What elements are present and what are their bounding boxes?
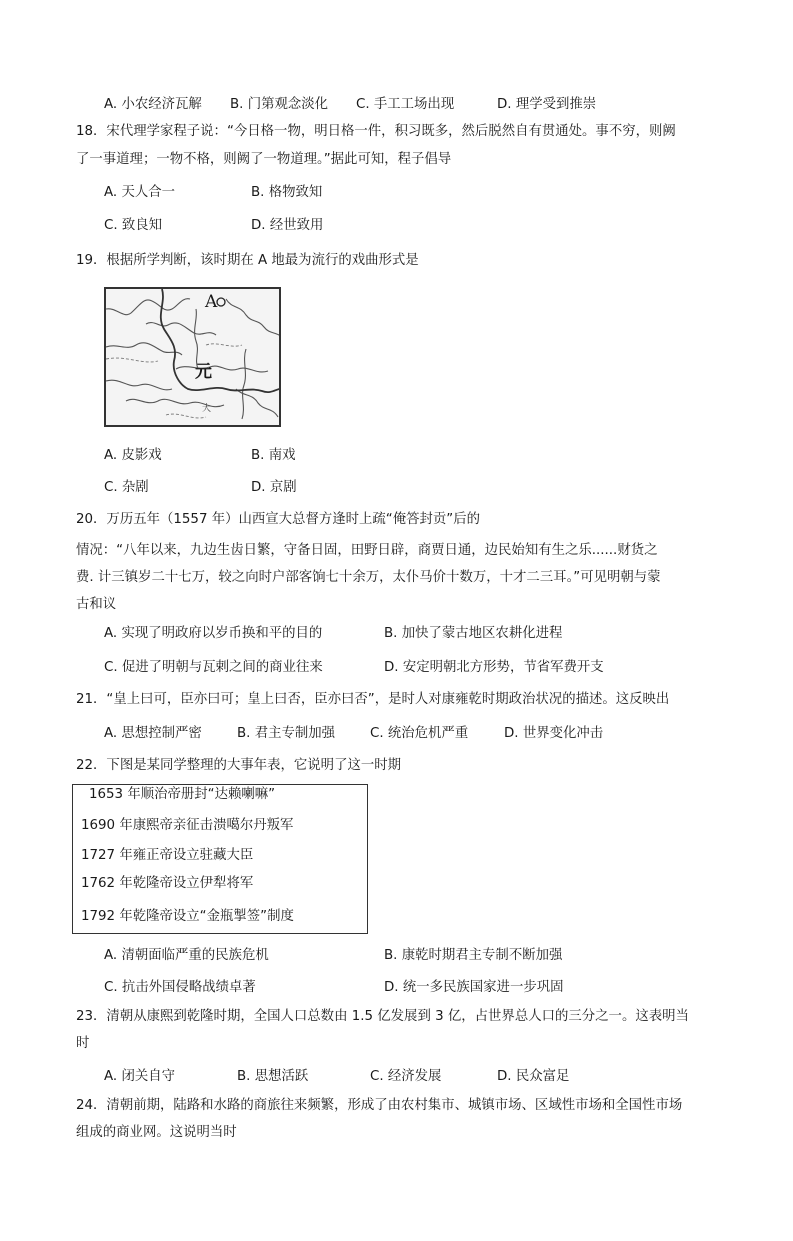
q18-stem-line2: 了一事道理；一物不格，则阙了一物道理。”据此可知，程子倡导 (76, 152, 452, 167)
q21-stem: 21．“皇上曰可，臣亦曰可；皇上曰否，臣亦曰否”，是时人对康雍乾时期政治状况的描述。这反映出 (76, 692, 670, 707)
q18-option-b[interactable]: B. 格物致知 (251, 185, 323, 200)
map-outline-drawing (106, 289, 281, 427)
q23-option-b[interactable]: B. 思想活跃 (237, 1069, 309, 1084)
q17-option-a[interactable]: A. 小农经济瓦解 (104, 97, 202, 112)
q23-option-a[interactable]: A. 闭关自守 (104, 1069, 175, 1084)
q22-stem: 22．下图是某同学整理的大事年表，它说明了这一时期 (76, 758, 402, 773)
q19-option-d[interactable]: D. 京剧 (251, 480, 297, 495)
q24-stem-line1: 24．清朝前期，陆路和水路的商旅往来频繁，形成了由农村集市、城镇市场、区域性市场和全国性市场 (76, 1098, 683, 1113)
q22-option-b[interactable]: B. 康乾时期君主专制不断加强 (384, 948, 563, 963)
timeline-item: 1762 年乾隆帝设立伊犁将军 (81, 876, 254, 891)
timeline-item: 1653 年顺治帝册封“达赖喇嘛” (89, 787, 276, 802)
q18-stem-line1: 18．宋代理学家程子说：“今日格一物，明日格一件，积习既多，然后脱然自有贯通处。事不穷，则阙 (76, 124, 676, 139)
q20-option-b[interactable]: B. 加快了蒙古地区农耕化进程 (384, 626, 563, 641)
q23-option-d[interactable]: D. 民众富足 (497, 1069, 570, 1084)
q21-option-b[interactable]: B. 君主专制加强 (237, 726, 336, 741)
timeline-item: 1690 年康熙帝亲征击溃噶尔丹叛军 (81, 818, 294, 833)
q18-option-c[interactable]: C. 致良知 (104, 218, 163, 233)
yuan-dynasty-map (104, 287, 281, 427)
q17-option-b[interactable]: B. 门第观念淡化 (230, 97, 329, 112)
timeline-table (72, 784, 368, 934)
q20-stem-line2: 情况：“八年以来，九边生齿日繁，守备日固，田野日辟，商贾日通，边民始知有生之乐......财货之 (76, 543, 658, 558)
q20-stem-line4: 古和议 (76, 597, 117, 612)
timeline-item: 1727 年雍正帝设立驻藏大臣 (81, 848, 254, 863)
q24-stem-line2: 组成的商业网。这说明当时 (76, 1125, 237, 1140)
q19-option-c[interactable]: C. 杂剧 (104, 480, 149, 495)
q22-option-c[interactable]: C. 抗击外国侵略战绩卓著 (104, 980, 256, 995)
q21-option-d[interactable]: D. 世界变化冲击 (504, 726, 604, 741)
q21-option-c[interactable]: C. 统治危机严重 (370, 726, 469, 741)
q20-option-a[interactable]: A. 实现了明政府以岁币换和平的目的 (104, 626, 323, 641)
q18-option-a[interactable]: A. 天人合一 (104, 185, 175, 200)
q19-option-b[interactable]: B. 南戏 (251, 448, 296, 463)
q23-option-c[interactable]: C. 经济发展 (370, 1069, 442, 1084)
q22-option-d[interactable]: D. 统一多民族国家进一步巩固 (384, 980, 564, 995)
q20-stem-line1: 20．万历五年（1557 年）山西宣大总督方逢时上疏“俺答封贡”后的 (76, 512, 481, 527)
map-yuan-label: 元 (195, 362, 212, 382)
q23-stem-line2: 时 (76, 1036, 90, 1051)
q23-stem-line1: 23．清朝从康熙到乾隆时期，全国人口总数由 1.5 亿发展到 3 亿，占世界总人口的三分之一。这表明当 (76, 1009, 689, 1024)
q18-option-d[interactable]: D. 经世致用 (251, 218, 324, 233)
svg-text:大: 大 (202, 404, 212, 414)
q19-stem: 19．根据所学判断，该时期在 A 地最为流行的戏曲形式是 (76, 253, 419, 268)
q19-option-a[interactable]: A. 皮影戏 (104, 448, 162, 463)
q20-stem-line3: 费. 计三镇岁二十七万，较之向时户部客饷七十余万，太仆马价十数万，十才二三耳。”可见明朝与蒙 (76, 570, 661, 585)
q21-option-a[interactable]: A. 思想控制严密 (104, 726, 202, 741)
q22-option-a[interactable]: A. 清朝面临严重的民族危机 (104, 948, 269, 963)
map-point-a-label: A (205, 292, 218, 312)
q17-option-c[interactable]: C. 手工工场出现 (356, 97, 455, 112)
timeline-item: 1792 年乾隆帝设立“金瓶掣签”制度 (81, 909, 294, 924)
q17-option-d[interactable]: D. 理学受到推崇 (497, 97, 597, 112)
q20-option-d[interactable]: D. 安定明朝北方形势，节省军费开支 (384, 660, 604, 675)
q20-option-c[interactable]: C. 促进了明朝与瓦剌之间的商业往来 (104, 660, 323, 675)
